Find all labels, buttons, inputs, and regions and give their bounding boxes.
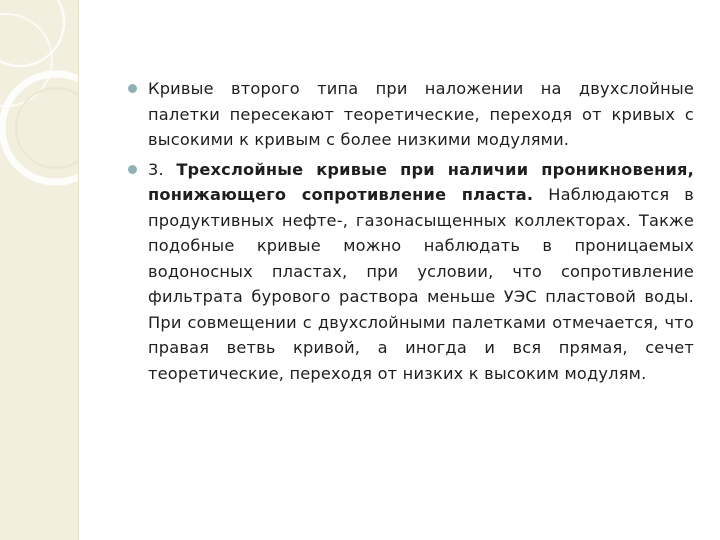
bullet-icon (128, 165, 137, 174)
bullet-item-2 (128, 157, 694, 387)
bullet-icon (128, 84, 137, 93)
slide-body (128, 76, 694, 390)
decorative-circles (0, 0, 78, 540)
decorative-side-band (0, 0, 78, 540)
bullet-text: Наблюдаются в продуктивных нефте-, газонасыщенных коллекторах. Также подобные кривые можно наблюдать в проницаемых водоносных пластах, при условии, что сопротивление фильтрата бурового раствора меньше УЭС пластовой воды. При совмещении с двухслойными палетками отмечается, что правая ветвь кривой, а иногда и вся прямая, сечет теоретические, переходя от низких к высоким модулям. (148, 185, 695, 383)
bullet-bold-heading: Трехслойные кривые при наличии проникновения, понижающего сопротивление пласта. (148, 159, 694, 204)
bullet-item-1 (128, 76, 694, 153)
band-divider (78, 0, 79, 540)
bullet-text: Кривые второго типа при наложении на двухслойные палетки пересекают теоретические, переходя от кривых с высокими к кривым с более низкими модулями. (148, 79, 694, 149)
bullet-number: 3. (148, 159, 164, 179)
